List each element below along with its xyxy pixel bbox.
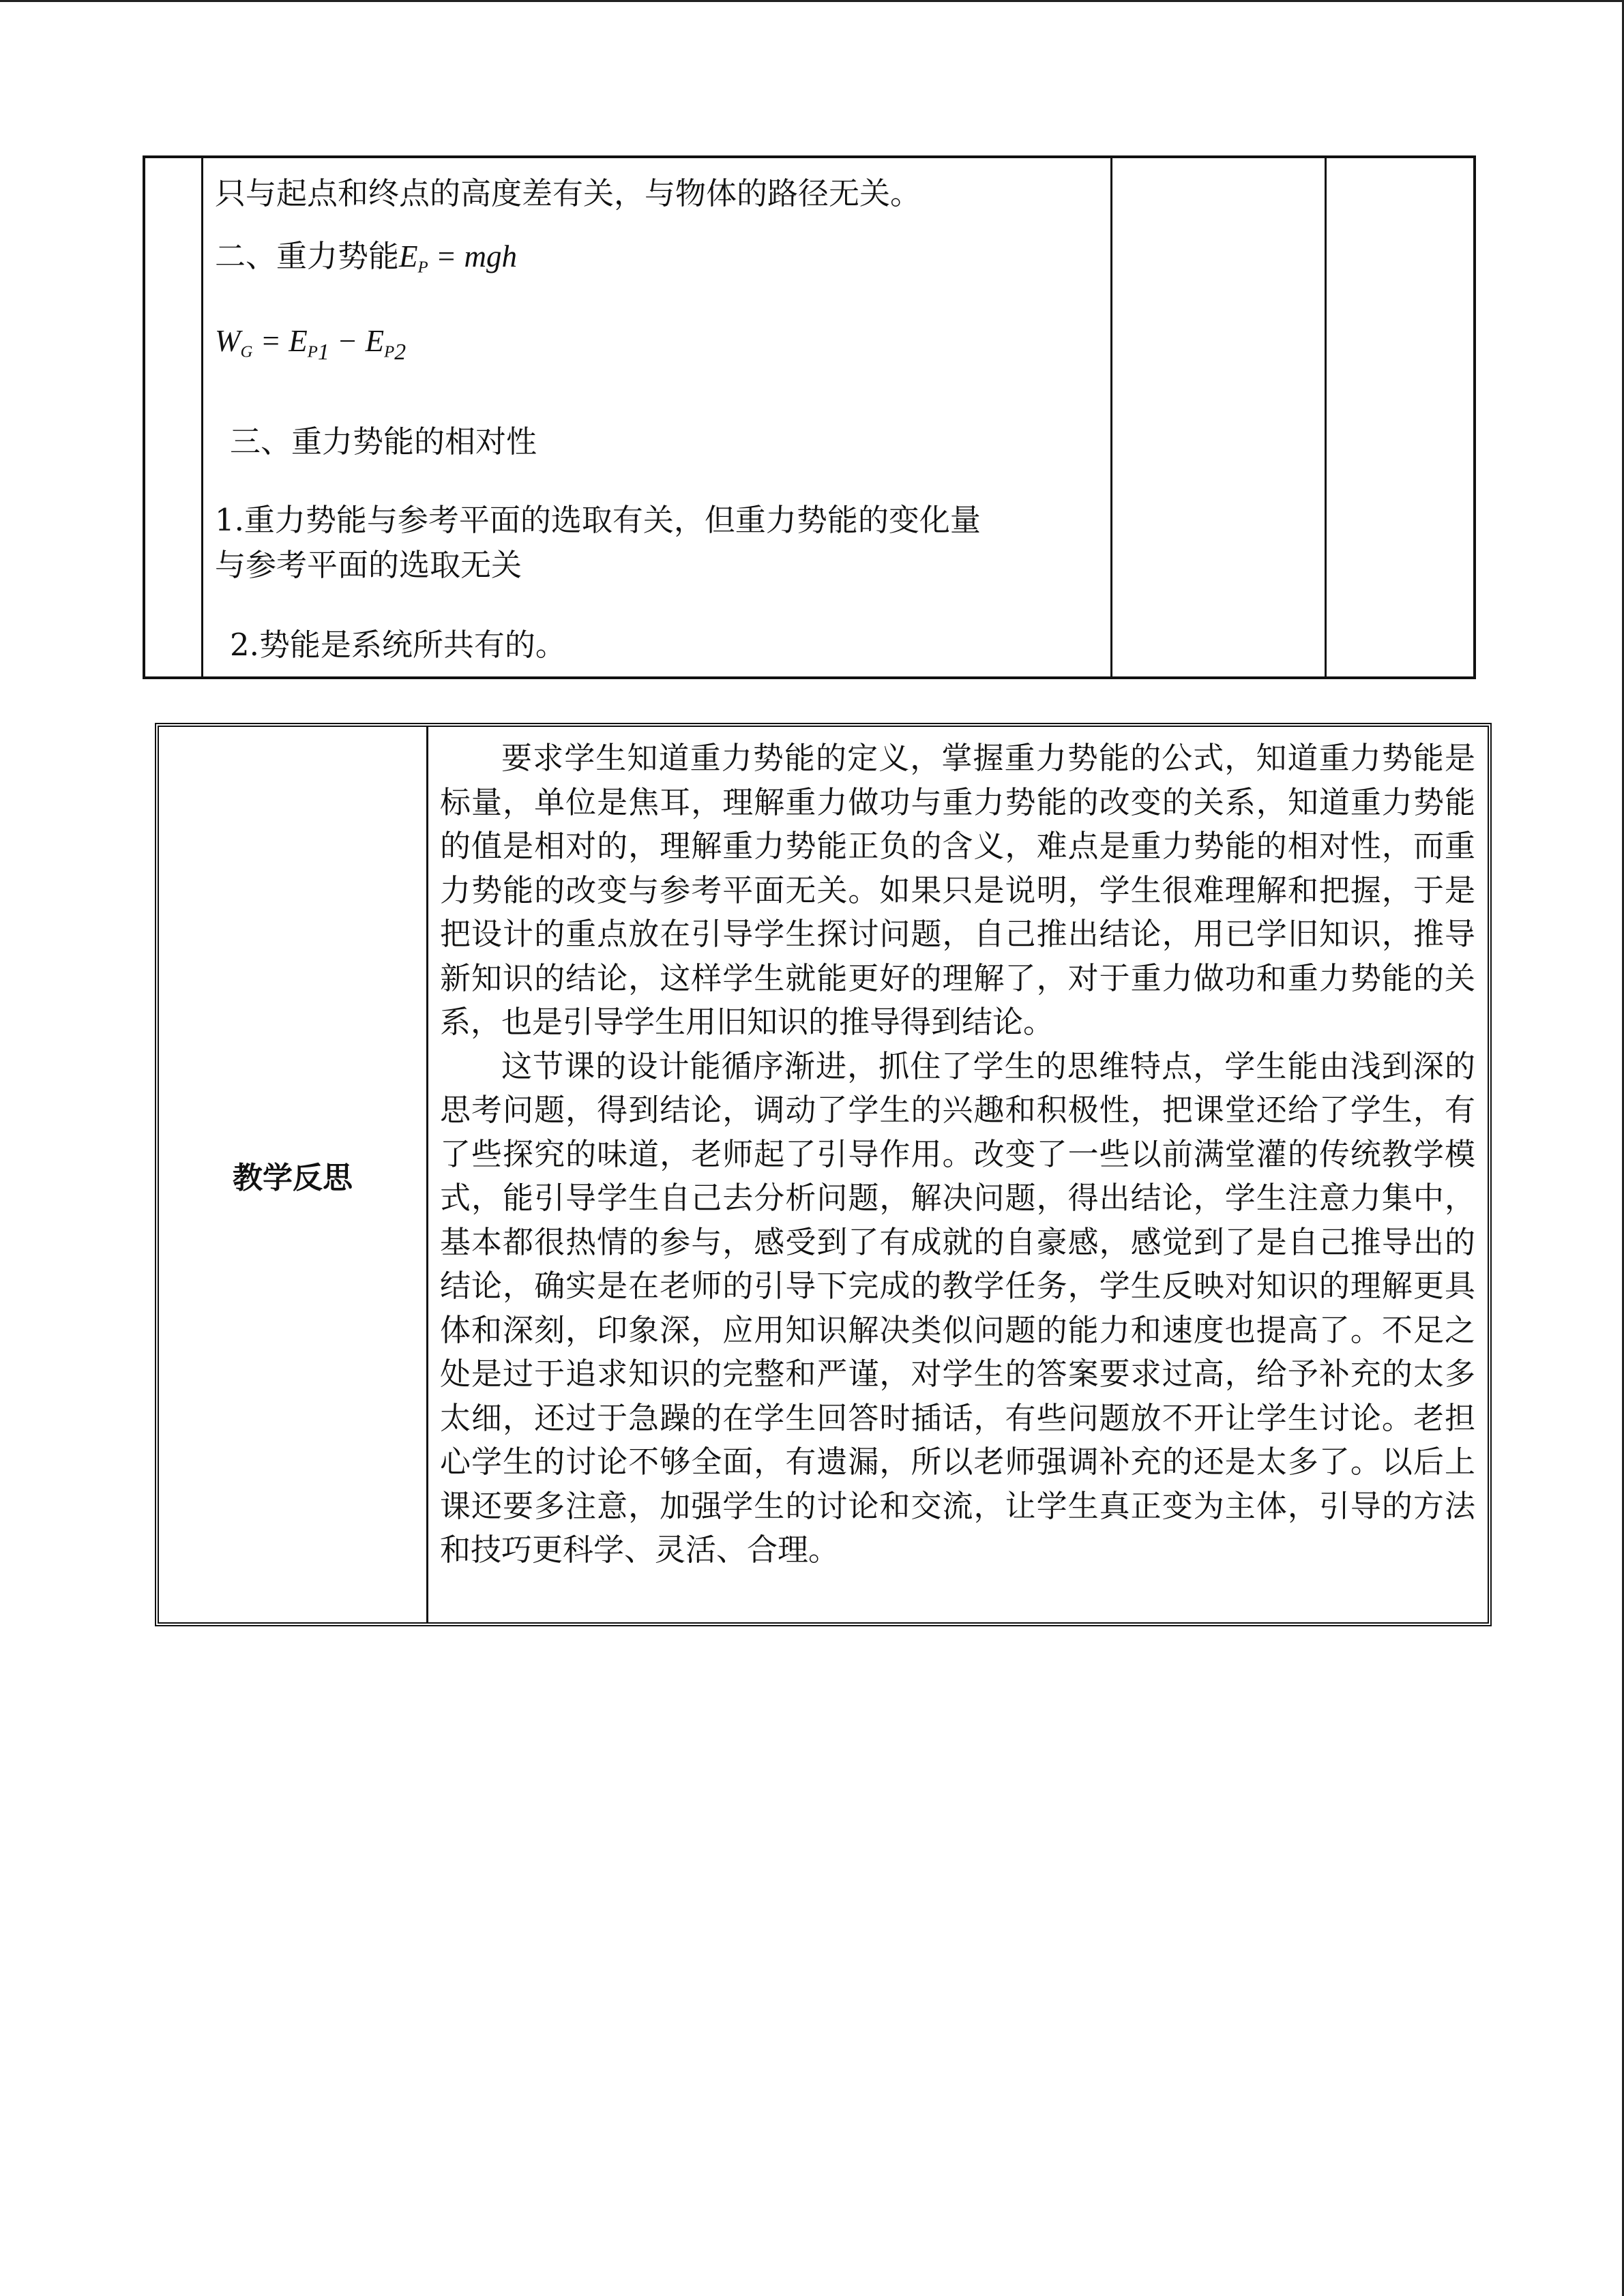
formula-subscript: 1 [317, 339, 329, 365]
formula-subscript: P [417, 258, 428, 277]
table-divider [1110, 158, 1112, 676]
formula-wg [215, 322, 406, 372]
formula-subscript: P [307, 342, 318, 361]
table-divider [201, 158, 203, 676]
page-border-top [0, 0, 1624, 2]
formula-symbol: = mgh [428, 239, 518, 273]
formula-symbol: − E [329, 324, 385, 358]
reflection-paragraph-2: 这节课的设计能循序渐进，抓住了学生的思维特点，学生能由浅到深的思考问题，得到结论，调动了学生的兴趣和积极性，把课堂还给了学生，有了些探究的味道，老师起了引导作用。改变了一些以前满堂灌的传统教学模式，能引导学生自己去分析问题，解决问题，得出结论，学生注意力集中，基本都很热情的参与，感受到了有成就的自豪感，感觉到了是自己推导出的结论，确实是在老师的引导下完成的教学任务，学生反映对知识的理解更具体和深刻，印象深，应用知识解决类似问题的能力和速度也提高了。不足之处是过于追求知识的完整和严谨，对学生的答案要求过高，给予补充的太多太细，还过于急躁的在学生回答时插话，有些问题放不开让学生讨论。老担心学生的讨论不够全面，有遗漏，所以老师强调补充的还是太多了。以后上课还要多注意，加强学生的讨论和交流，让学生真正变为主体，引导的方法和技巧更科学、灵活、合理。 [440, 1047, 1475, 1568]
table-divider [1325, 158, 1327, 676]
lesson-text-line: 只与起点和终点的高度差有关，与物体的路径无关。 [215, 175, 921, 211]
heading-text: 二、重力势能 [215, 238, 400, 274]
formula-symbol: = E [252, 324, 308, 358]
point-1-line-1: 1.重力势能与参考平面的选取有关，但重力势能的变化量 [215, 502, 981, 538]
formula-symbol: W [215, 324, 241, 358]
lesson-content-table [143, 155, 1476, 679]
table-divider [426, 727, 428, 1622]
point-2: 2.势能是系统所共有的。 [230, 627, 566, 663]
formula-symbol: E [399, 239, 418, 273]
lesson-content-cell [215, 158, 1095, 676]
formula-ep [399, 239, 518, 277]
formula-subscript: 2 [394, 339, 407, 365]
heading-relativity: 三、重力势能的相对性 [230, 423, 537, 460]
point-1-line-2: 与参考平面的选取无关 [215, 547, 522, 583]
heading-gravitational-potential-energy [215, 237, 517, 287]
formula-subscript: G [240, 342, 253, 361]
teaching-reflection-table [155, 723, 1492, 1626]
reflection-label: 教学反思 [233, 1160, 353, 1195]
formula-subscript: P [384, 342, 395, 361]
reflection-paragraph-1: 要求学生知道重力势能的定义，掌握重力势能的公式，知道重力势能是标量，单位是焦耳，理解重力做功与重力势能的改变的关系，知道重力势能的值是相对的，理解重力势能正负的含义，难点是重力势能的相对性，而重力势能的改变与参考平面无关。如果只是说明，学生很难理解和把握，于是把设计的重点放在引导学生探讨问题，自己推出结论，用已学旧知识，推导新知识的结论，这样学生就能更好的理解了，对于重力做功和重力势能的关系，也是引导学生用旧知识的推导得到结论。 [440, 740, 1475, 1040]
reflection-content-cell [440, 736, 1475, 1572]
